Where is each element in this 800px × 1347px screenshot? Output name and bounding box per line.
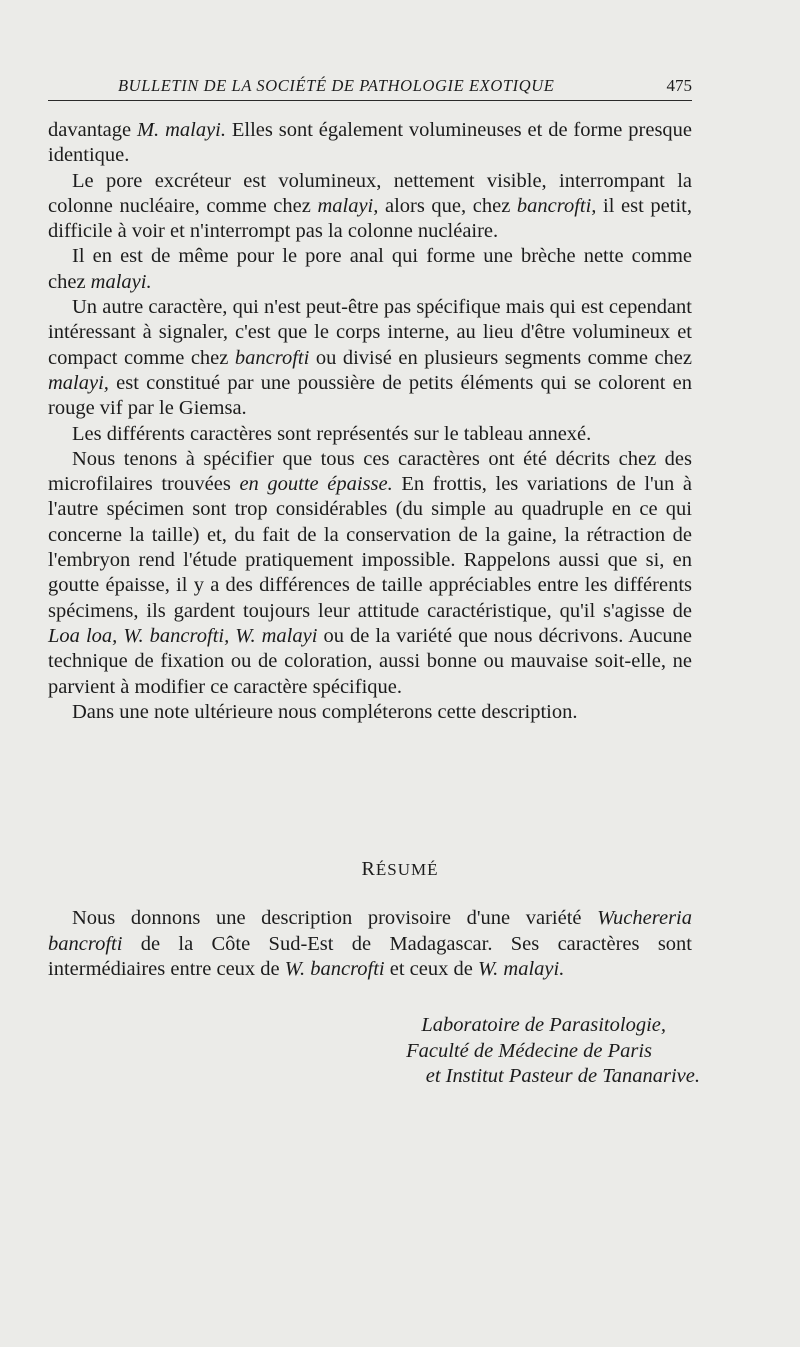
affiliation-signature — [300, 1013, 700, 1090]
text-span: est constitué par une poussière de petits éléments qui se colorent en rouge vif par le Giemsa. — [48, 371, 692, 420]
species-name: malayi, — [317, 194, 379, 217]
text-span: davantage — [48, 119, 137, 141]
paragraph-1 — [48, 118, 692, 169]
text-span: Le pore excréteur est volumineux, nettement visible, interrompant la colonne nucléaire, comme chez — [48, 169, 692, 217]
heading-initial: R — [361, 858, 376, 880]
species-name: W. malayi. — [477, 958, 565, 980]
species-name: bancrofti — [234, 346, 310, 369]
paragraph-5: Les différents caractères sont représentés sur le tableau annexé. — [72, 422, 592, 445]
affiliation-line-3: et Institut Pasteur de Tananarive. — [425, 1065, 700, 1087]
affiliation-line-2: Faculté de Médecine de Paris — [406, 1039, 652, 1062]
paragraph-6 — [48, 447, 692, 700]
species-name: W. bancrofti — [284, 958, 385, 980]
heading-rest: ÉSUMÉ — [375, 860, 439, 879]
paragraph-3 — [48, 244, 692, 295]
resume-heading — [0, 858, 800, 881]
text-span: En frottis, les variations de l'un à l'autre spécimen sont trop considérables (du simple au quadruple en ce qui concerne la taille) et, du fait de la conservation de la gaine, la rétraction de l'embryon rend l'étude pratiquement impossible. Rappelons aussi que si, en goutte épaisse, il y a des différences de taille appréciables entre les différents spécimens, ils gardent toujours leur attitude caractéristique, qu'il s'agisse de — [48, 473, 692, 622]
text-span: Nous donnons une description provisoire d'une variété — [72, 907, 598, 929]
text-span: ou divisé en plusieurs segments comme chez — [309, 346, 692, 369]
species-name: malayi. — [90, 270, 152, 293]
emphasis: en goutte épaisse. — [239, 473, 393, 496]
species-name: bancrofti, — [516, 194, 597, 217]
paragraph-4 — [48, 295, 692, 421]
species-name: Loa loa, W. bancrofti, W. malayi — [48, 624, 318, 647]
species-name: M. malayi. — [136, 119, 226, 141]
running-header — [48, 72, 692, 101]
text-span: il est petit, difficile à voir et n'interrompt pas la colonne nucléaire. — [48, 194, 692, 243]
species-name: Wuchereria bancrofti — [48, 907, 692, 955]
text-span: de la Côte Sud-Est de Madagascar. Ses caractères sont intermédiaires entre ceux de — [48, 932, 692, 980]
text-span: Nous tenons à spécifier que tous ces caractères ont été décrits chez des microfilaires trouvées — [48, 447, 692, 496]
text-span: Elles sont également volumineuses et de forme presque identique. — [48, 119, 693, 167]
text-span: alors que, chez — [378, 194, 517, 217]
text-span: Un autre caractère, qui n'est peut-être pas spécifique mais qui est cependant intéressant à signaler, c'est que le corps interne, au lieu d'être volumineux et compact comme chez — [48, 296, 692, 369]
resume-paragraph — [48, 906, 692, 983]
resume-body — [48, 906, 692, 983]
affiliation-line-1: Laboratoire de Parasitologie, — [421, 1014, 666, 1036]
paragraph-7: Dans une note ultérieure nous compléterons cette description. — [72, 700, 578, 723]
text-span: et ceux de — [384, 958, 478, 980]
text-span: ou de la variété que nous décrivons. Aucune technique de fixation ou de coloration, aussi bonne ou mauvaise soit-elle, ne parvient à modifier ce caractère spécifique. — [48, 624, 693, 698]
page-number: 475 — [666, 76, 692, 95]
species-name: malayi, — [48, 371, 109, 394]
article-body — [48, 118, 692, 725]
journal-title: BULLETIN DE LA SOCIÉTÉ DE PATHOLOGIE EXOTIQUE — [118, 76, 555, 95]
text-span: Il en est de même pour le pore anal qui forme une brèche nette comme chez — [48, 245, 692, 293]
paragraph-2 — [48, 169, 692, 245]
